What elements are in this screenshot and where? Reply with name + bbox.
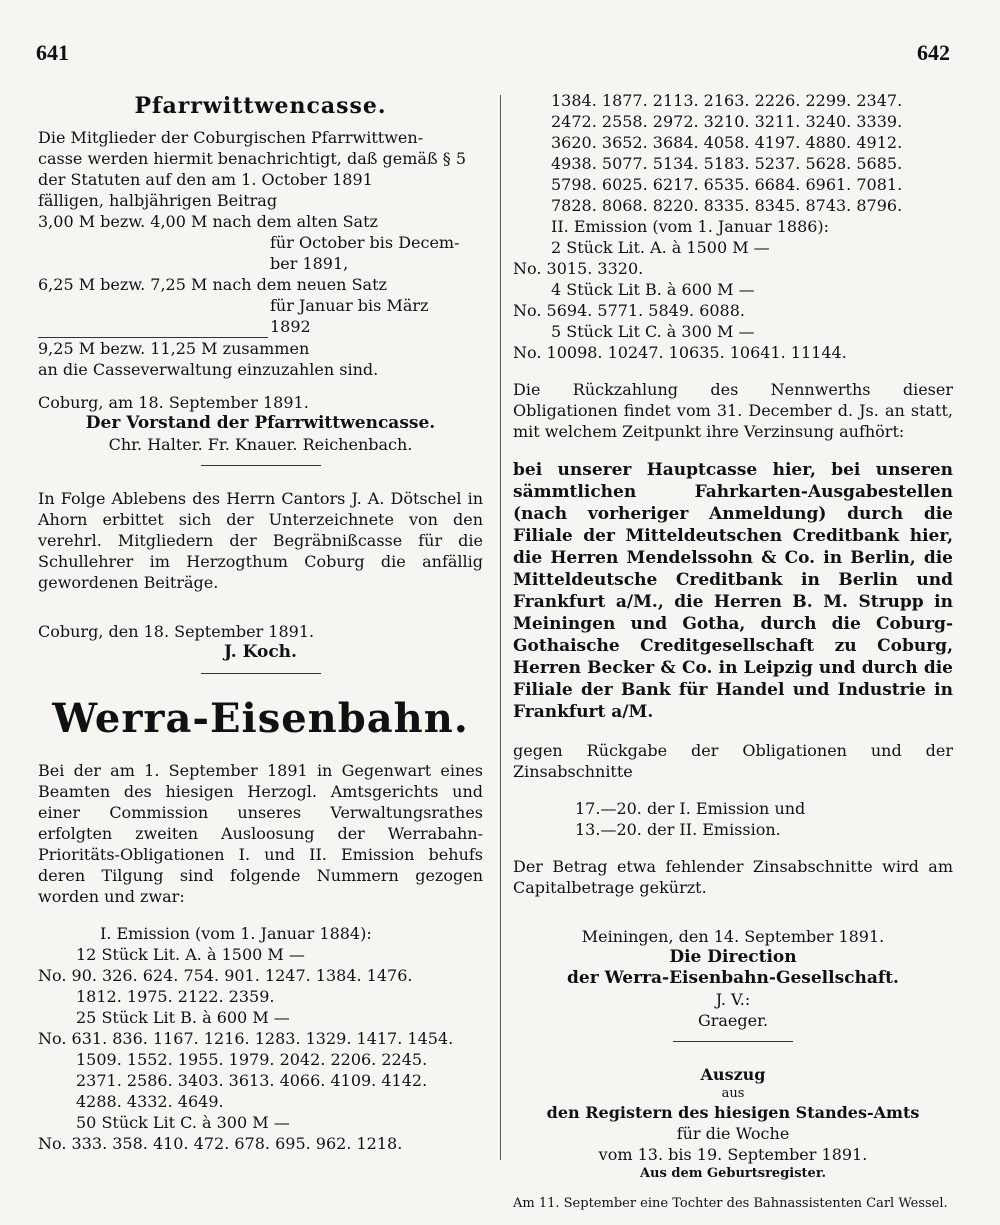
signature-jv: J. V.: — [715, 990, 751, 1009]
signature-board: Der Vorstand der Pfarrwittwencasse. — [85, 413, 436, 433]
text-line: fälligen, halbjährigen Beitrag — [38, 191, 278, 210]
right-column — [513, 90, 953, 1225]
number-line: 5798. 6025. 6217. 6535. 6684. 6961. 7081. — [551, 175, 903, 194]
text-line: Die Mitglieder der Coburgischen Pfarrwittwen- — [38, 128, 424, 147]
date-line: Meiningen, den 14. September 1891. — [581, 927, 885, 946]
section-divider — [201, 465, 321, 466]
number-line: No. 333. 358. 410. 472. 678. 695. 962. 1218. — [38, 1134, 403, 1153]
auszug-week: für die Woche — [676, 1124, 790, 1143]
rate-line: 1892 — [270, 317, 311, 336]
begraebnis-notice: In Folge Ablebens des Herrn Cantors J. A. Dötschel in Ahorn erbittet sich der Unterzeichnete von den verehrl. Mitgliedern der Begräbnißcasse für die Schullehrer im Herzogthum Coburg die anfällig gewordenen Beiträge. — [38, 489, 483, 592]
repayment-notice: Die Rückzahlung des Nennwerths dieser Obligationen findet vom 31. December d. Js. an statt, mit welchem Zeitpunkt ihre Verzinsung aufhört: — [513, 380, 953, 441]
number-line: 2371. 2586. 3403. 3613. 4066. 4109. 4142. — [76, 1071, 428, 1090]
lit-heading: 2 Stück Lit. A. à 1500 M — — [551, 238, 770, 257]
text-line: casse werden hiermit benachrichtigt, daß gemäß § 5 — [38, 149, 466, 168]
page-number-right: 642 — [917, 40, 950, 65]
direction-signature: Die Direction — [669, 947, 797, 967]
number-line: No. 90. 326. 624. 754. 901. 1247. 1384. 1476. — [38, 966, 413, 985]
column-divider — [500, 95, 501, 1160]
rate-line: für October bis Decem- — [270, 233, 460, 252]
direction-signature: der Werra-Eisenbahn-Gesellschaft. — [567, 968, 899, 988]
lit-heading: 50 Stück Lit C. à 300 M — — [76, 1113, 290, 1132]
section-divider — [201, 673, 321, 674]
number-line: 1384. 1877. 2113. 2163. 2226. 2299. 2347. — [551, 91, 903, 110]
emission-heading: I. Emission (vom 1. Januar 1884): — [100, 924, 372, 943]
rate-line: für Januar bis März — [270, 296, 429, 315]
date-line: Coburg, den 18. September 1891. — [38, 622, 315, 641]
signature-graeger: Graeger. — [697, 1011, 769, 1030]
number-line: 3620. 3652. 3684. 4058. 4197. 4880. 4912. — [551, 133, 903, 152]
sum-line: 9,25 M bezw. 11,25 M zusammen — [38, 339, 310, 358]
auszug-aus: aus — [721, 1086, 745, 1101]
signature-names: Chr. Halter. Fr. Knauer. Reichenbach. — [108, 435, 413, 454]
text-line: der Statuten auf den am 1. October 1891 — [38, 170, 373, 189]
auszug-title: Auszug — [700, 1065, 766, 1084]
pfarrwittwencasse-title: Pfarrwittwencasse. — [134, 93, 387, 119]
emission-heading: II. Emission (vom 1. Januar 1886): — [551, 217, 830, 236]
text-line: an die Casseverwaltung einzuzahlen sind. — [38, 360, 379, 379]
section-divider — [673, 1041, 793, 1042]
werra-eisenbahn-title: Werra-Eisenbahn. — [52, 695, 469, 742]
number-line: 1509. 1552. 1955. 1979. 2042. 2206. 2245. — [76, 1050, 428, 1069]
number-line: 2472. 2558. 2972. 3210. 3211. 3240. 3339. — [551, 112, 903, 131]
number-line: 4288. 4332. 4649. — [76, 1092, 224, 1111]
page-number-left: 641 — [36, 40, 69, 65]
date-line: Coburg, am 18. September 1891. — [38, 393, 309, 412]
lit-heading: 25 Stück Lit B. à 600 M — — [76, 1008, 290, 1027]
rate-line: 3,00 M bezw. 4,00 M nach dem alten Satz — [38, 212, 378, 231]
number-line: 7828. 8068. 8220. 8335. 8345. 8743. 8796. — [551, 196, 903, 215]
number-line: 1812. 1975. 2122. 2359. — [76, 987, 275, 1006]
rate-line: ber 1891, — [270, 254, 349, 273]
lit-heading: 5 Stück Lit C. à 300 M — — [551, 322, 755, 341]
repayment-condition: gegen Rückgabe der Obligationen und der Zinsabschnitte — [513, 741, 953, 781]
missing-coupons-note: Der Betrag etwa fehlender Zinsabschnitte wird am Capitalbetrage gekürzt. — [513, 857, 953, 897]
number-line: No. 10098. 10247. 10635. 10641. 11144. — [513, 343, 847, 362]
birth-register-heading: Aus dem Geburtsregister. — [639, 1166, 827, 1181]
signature-koch: J. Koch. — [224, 642, 297, 662]
number-line: No. 5694. 5771. 5849. 6088. — [513, 301, 745, 320]
birth-entry: Am 11. September eine Tochter des Bahnassistenten Carl Wessel. — [513, 1196, 948, 1211]
lit-heading: 12 Stück Lit. A. à 1500 M — — [76, 945, 305, 964]
coupon-line: 13.—20. der II. Emission. — [575, 820, 781, 839]
auszug-dates: vom 13. bis 19. September 1891. — [598, 1145, 868, 1164]
coupon-line: 17.—20. der I. Emission und — [575, 799, 806, 818]
werra-notice: Bei der am 1. September 1891 in Gegenwart eines Beamten des hiesigen Herzogl. Amtsgerichts und einer Commission unseres Verwaltungsrathes erfolgten zweiten Ausloosung der Werrabahn-Prioritäts-Obligationen I. und II. Emission behufs deren Tilgung sind folgende Nummern gezogen worden und zwar: — [38, 761, 483, 906]
rate-line: 6,25 M bezw. 7,25 M nach dem neuen Satz — [38, 275, 387, 294]
number-line: No. 3015. 3320. — [513, 259, 644, 278]
left-column — [38, 90, 483, 1154]
lit-heading: 4 Stück Lit B. à 600 M — — [551, 280, 755, 299]
paying-agents: bei unserer Hauptcasse hier, bei unseren sämmtlichen Fahrkarten-Ausgabestellen (nach vorheriger Anmeldung) durch die Filiale der Mitteldeutschen Creditbank hier, die Herren Mendelssohn & Co. in Berlin, die Mitteldeutsche Creditbank in Berlin und Frankfurt a/M., die Herren B. M. Strupp in Meiningen und Gotha, durch die Coburg-Gothaische Creditgesellschaft zu Coburg, Herren Becker & Co. in Leipzig und durch die Filiale der Bank für Handel und Industrie in Frankfurt a/M. — [513, 460, 953, 722]
number-line: 4938. 5077. 5134. 5183. 5237. 5628. 5685. — [551, 154, 903, 173]
auszug-registers: den Registern des hiesigen Standes-Amts — [546, 1103, 920, 1122]
number-line: No. 631. 836. 1167. 1216. 1283. 1329. 1417. 1454. — [38, 1029, 454, 1048]
